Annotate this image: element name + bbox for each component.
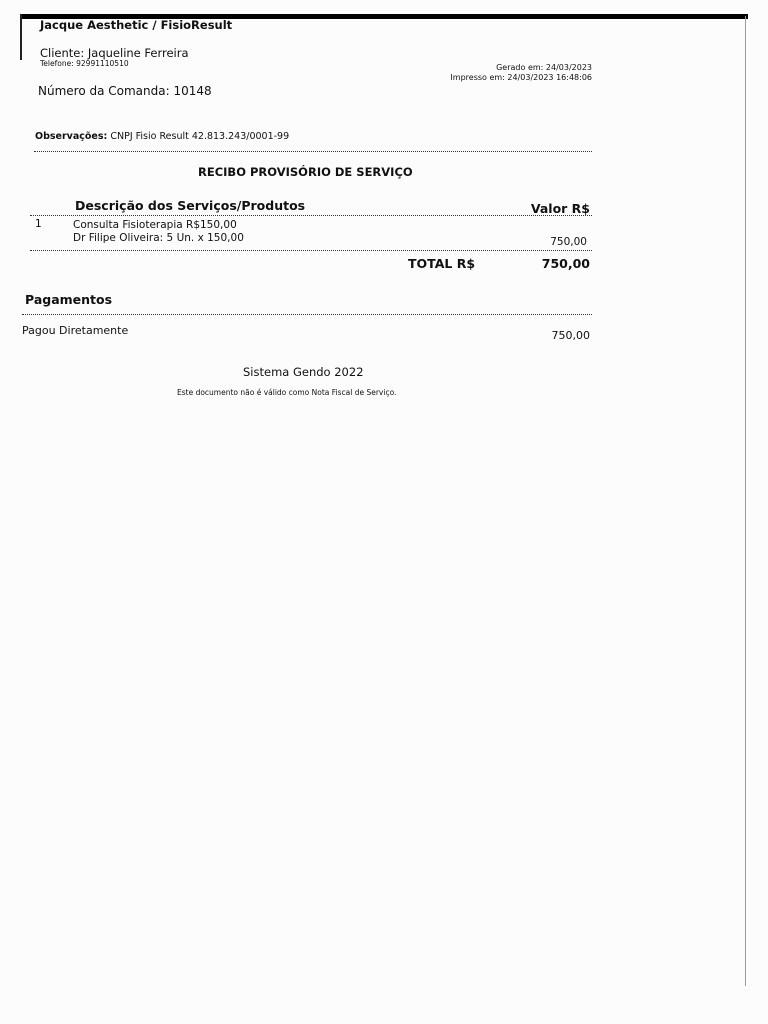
receipt-title: RECIBO PROVISÓRIO DE SERVIÇO <box>198 165 413 179</box>
disclaimer: Este documento não é válido como Nota Fiscal de Serviço. <box>177 388 397 397</box>
divider-table-header <box>30 215 592 216</box>
payment-amount: 750,00 <box>551 329 590 342</box>
item-detail: Dr Filipe Oliveira: 5 Un. x 150,00 <box>73 232 244 244</box>
item-value: 750,00 <box>550 236 587 248</box>
client-phone: Telefone: 92991110510 <box>40 59 129 68</box>
divider-table-items <box>30 250 592 251</box>
order-number: Número da Comanda: 10148 <box>38 84 212 98</box>
system-name: Sistema Gendo 2022 <box>243 365 364 379</box>
printed-date: Impresso em: 24/03/2023 16:48:06 <box>450 73 592 82</box>
col-value-header: Valor R$ <box>530 201 590 216</box>
payment-method: Pagou Diretamente <box>22 324 129 337</box>
notes <box>35 131 289 142</box>
generated-date: Gerado em: 24/03/2023 <box>496 63 592 72</box>
client-name: Cliente: Jaqueline Ferreira <box>40 46 189 60</box>
payments-title: Pagamentos <box>25 292 113 307</box>
divider-payments <box>22 314 592 315</box>
total-value: 750,00 <box>541 256 590 271</box>
col-description-header: Descrição dos Serviços/Produtos <box>75 198 306 213</box>
notes-label: Observações: <box>35 131 108 142</box>
total-label: TOTAL R$ <box>408 256 476 271</box>
scan-border-right <box>745 16 746 986</box>
item-index: 1 <box>35 218 42 230</box>
company-name: Jacque Aesthetic / FisioResult <box>40 18 233 32</box>
notes-text: CNPJ Fisio Result 42.813.243/0001-99 <box>110 131 290 142</box>
scan-border-left <box>20 14 22 60</box>
item-description: Consulta Fisioterapia R$150,00 <box>73 219 237 231</box>
divider-notes <box>34 151 592 152</box>
